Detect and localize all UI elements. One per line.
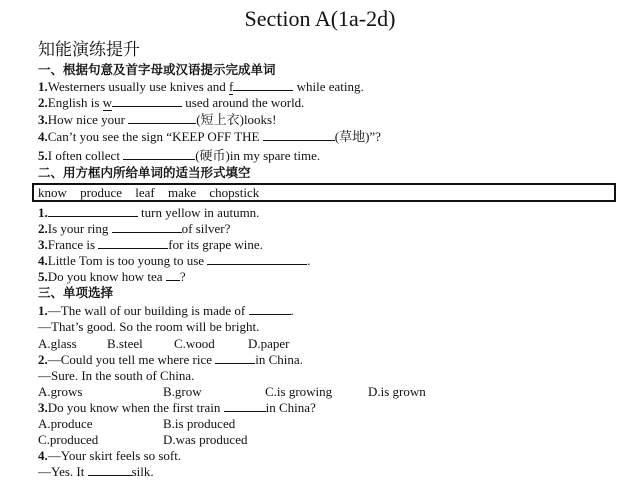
s1-item-4-blank[interactable] xyxy=(263,129,335,141)
s2-item-4-blank[interactable] xyxy=(207,253,307,265)
s3-q1-option-a[interactable]: A.glass xyxy=(38,336,77,351)
s3-q4-line1: 4.—Your skirt feels so soft. xyxy=(38,448,182,463)
s2-item-2-blank[interactable] xyxy=(112,221,182,233)
word-box-item: make xyxy=(168,185,197,200)
s2-item-3: 3.France is for its grape wine. xyxy=(38,237,263,252)
word-box-item: know xyxy=(38,185,67,200)
s3-q1-blank[interactable] xyxy=(249,303,291,315)
s2-item-1-blank[interactable] xyxy=(48,205,138,217)
s1-item-1-letter: f xyxy=(229,79,234,94)
s2-item-3-blank[interactable] xyxy=(98,237,168,249)
s1-item-1: 1.Westerners usually use knives and f while eating. xyxy=(38,79,364,94)
s3-q1-line2: —That’s good. So the room will be bright. xyxy=(38,319,260,334)
s1-item-3-blank[interactable] xyxy=(128,112,196,124)
s3-q3-line1: 3.Do you know when the first train in China? xyxy=(38,400,316,415)
section-2-heading: 二、用方框内所给单词的适当形式填空 xyxy=(38,165,251,180)
s3-q3-option-a[interactable]: A.produce xyxy=(38,416,93,431)
s1-item-5-blank[interactable] xyxy=(123,148,195,160)
s1-item-2-blank[interactable] xyxy=(112,95,182,107)
s1-item-4-hint: (草地) xyxy=(334,129,370,144)
s2-item-1: 1. turn yellow in autumn. xyxy=(38,205,260,220)
s1-item-5: 5.I often collect (硬币)in my spare time. xyxy=(38,148,321,163)
s3-q2-blank[interactable] xyxy=(215,352,255,364)
s1-item-3-hint: (短上衣) xyxy=(196,112,244,127)
section-3-heading: 三、单项选择 xyxy=(38,285,114,300)
s3-q2-option-d[interactable]: D.is grown xyxy=(368,384,426,399)
s1-item-3: 3.How nice your (短上衣)looks! xyxy=(38,112,277,127)
page-title: Section A(1a-2d) xyxy=(244,6,396,31)
s3-q2-line2: —Sure. In the south of China. xyxy=(38,368,195,383)
s3-q4-blank[interactable] xyxy=(88,464,132,476)
s2-item-2: 2.Is your ring of silver? xyxy=(38,221,231,236)
s3-q3-option-b[interactable]: B.is produced xyxy=(163,416,236,431)
s3-q3-option-c[interactable]: C.produced xyxy=(38,432,99,447)
s3-q3-option-d[interactable]: D.was produced xyxy=(163,432,248,447)
s3-q3-blank[interactable] xyxy=(224,400,266,412)
s3-q1-option-b[interactable]: B.steel xyxy=(107,336,143,351)
section-1-heading: 一、根据句意及首字母或汉语提示完成单词 xyxy=(38,62,276,77)
s1-item-2: 2.English is w used around the world. xyxy=(38,95,305,110)
s1-item-1-blank[interactable] xyxy=(233,79,293,91)
s1-item-4: 4.Can’t you see the sign “KEEP OFF THE (草地)”? xyxy=(38,129,381,144)
s1-item-5-hint: (硬币) xyxy=(195,148,230,163)
s3-q1-option-d[interactable]: D.paper xyxy=(248,336,290,351)
s3-q1-option-c[interactable]: C.wood xyxy=(174,336,215,351)
s3-q2-option-c[interactable]: C.is growing xyxy=(265,384,333,399)
word-box-item: leaf xyxy=(135,185,155,200)
word-box-item: produce xyxy=(80,185,123,200)
s2-item-5-blank[interactable] xyxy=(166,269,180,281)
s1-item-2-letter: w xyxy=(102,95,113,110)
s3-q1-line1: 1.—The wall of our building is made of . xyxy=(38,303,294,318)
s3-q4-line2: —Yes. It silk. xyxy=(38,464,154,479)
s3-q2-option-a[interactable]: A.grows xyxy=(38,384,83,399)
word-box-item: chopstick xyxy=(209,185,260,200)
s3-q2-line1: 2.—Could you tell me where rice in China. xyxy=(38,352,303,367)
s2-item-5: 5.Do you know how tea ? xyxy=(38,269,186,284)
s3-q2-option-b[interactable]: B.grow xyxy=(163,384,202,399)
subtitle: 知能演练提升 xyxy=(38,40,140,60)
word-box xyxy=(32,183,616,202)
s2-item-4: 4.Little Tom is too young to use . xyxy=(38,253,311,268)
